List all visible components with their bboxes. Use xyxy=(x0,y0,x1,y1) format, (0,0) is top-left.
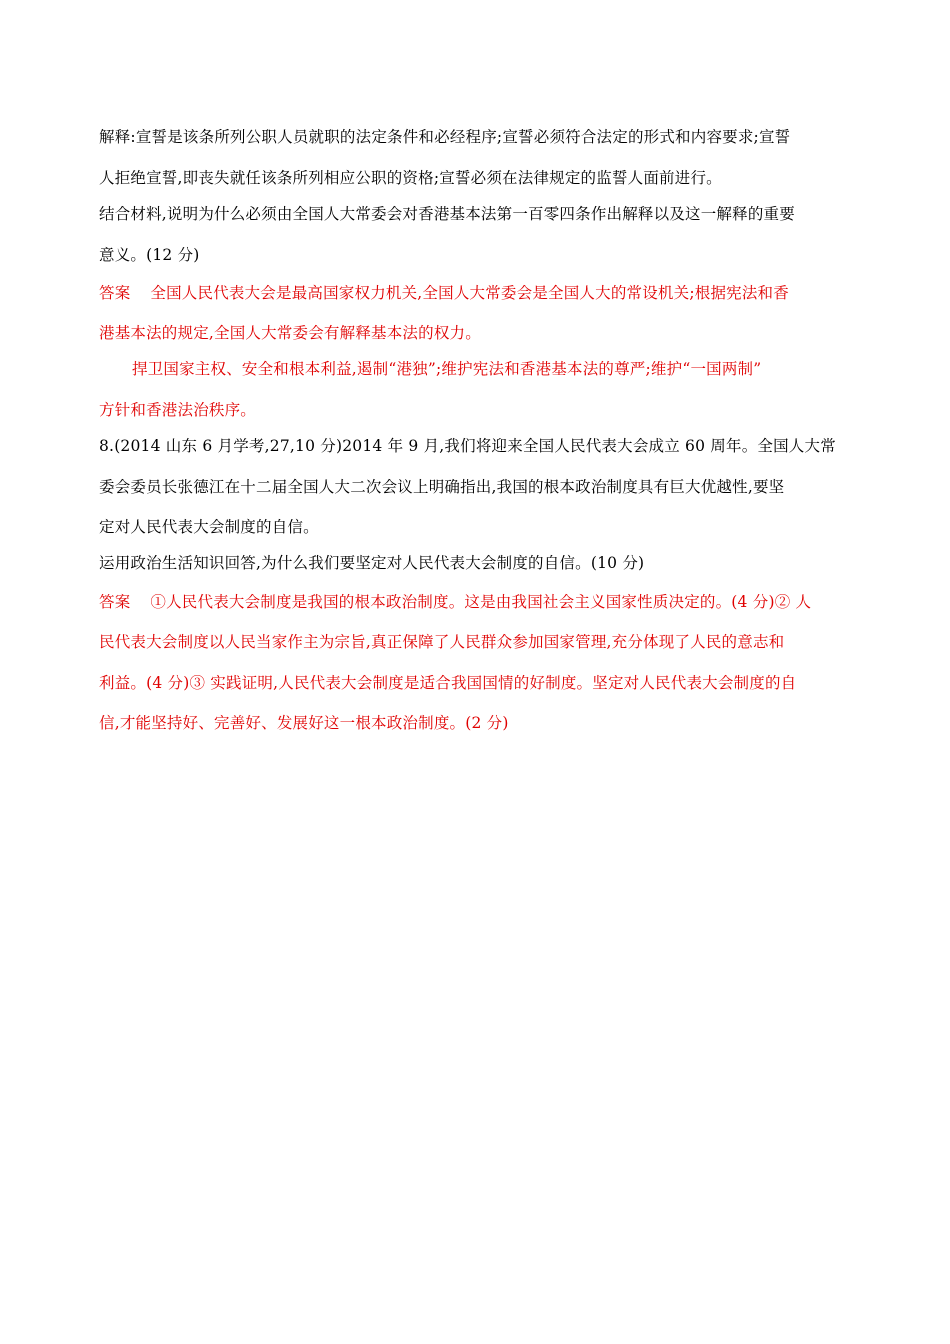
answer-8-line-4: 信,才能坚持好、完善好、发展好这一根本政治制度。(2 分) xyxy=(99,714,509,732)
answer-7-line-4: 方针和香港法治秩序。 xyxy=(99,401,257,419)
answer-7-line-2: 港基本法的规定,全国人大常委会有解释基本法的权力。 xyxy=(99,324,481,342)
answer-8-line-2: 民代表大会制度以人民当家作主为宗旨,真正保障了人民群众参加国家管理,充分体现了人民的意志和 xyxy=(99,633,785,651)
answer-7-line-3: 捍卫国家主权、安全和根本利益,遏制“港独”;维护宪法和香港基本法的尊严;维护“一国两制” xyxy=(132,360,762,378)
answer-7-line-1 xyxy=(99,283,789,303)
answer-label: 答案 xyxy=(99,284,131,302)
answer-8-text-1: ①人民代表大会制度是我国的根本政治制度。这是由我国社会主义国家性质决定的。(4 分)② 人 xyxy=(150,593,812,611)
question-8-line-3: 定对人民代表大会制度的自信。 xyxy=(99,518,319,536)
explanation-line-1: 解释:宣誓是该条所列公职人员就职的法定条件和必经程序;宣誓必须符合法定的形式和内容要求;宣誓 xyxy=(99,128,791,146)
answer-label: 答案 xyxy=(99,593,131,611)
question-8-line-2: 委会委员长张德江在十二届全国人大二次会议上明确指出,我国的根本政治制度具有巨大优越性,要坚 xyxy=(99,478,785,496)
question-8-line-4: 运用政治生活知识回答,为什么我们要坚定对人民代表大会制度的自信。(10 分) xyxy=(99,554,645,572)
answer-8-line-3: 利益。(4 分)③ 实践证明,人民代表大会制度是适合我国国情的好制度。坚定对人民代表大会制度的自 xyxy=(99,674,797,692)
question-7-line-2: 意义。(12 分) xyxy=(99,246,200,264)
explanation-line-2: 人拒绝宣誓,即丧失就任该条所列相应公职的资格;宣誓必须在法律规定的监誓人面前进行。 xyxy=(99,169,722,187)
question-8-line-1: 8.(2014 山东 6 月学考,27,10 分)2014 年 9 月,我们将迎来全国人民代表大会成立 60 周年。全国人大常 xyxy=(99,437,836,455)
question-7-line-1: 结合材料,说明为什么必须由全国人大常委会对香港基本法第一百零四条作出解释以及这一解释的重要 xyxy=(99,205,795,223)
answer-8-line-1 xyxy=(99,592,811,612)
answer-7-text-1: 全国人民代表大会是最高国家权力机关,全国人大常委会是全国人大的常设机关;根据宪法和香 xyxy=(150,284,789,302)
